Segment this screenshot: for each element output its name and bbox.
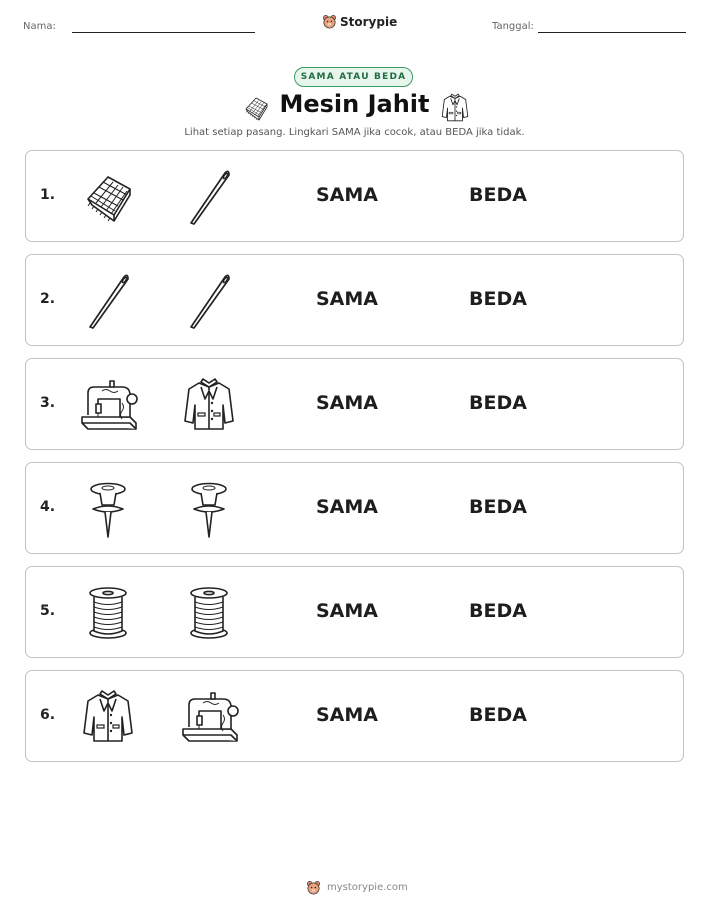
different-option[interactable]: BEDA [469, 392, 527, 414]
different-option[interactable]: BEDA [469, 496, 527, 518]
different-option[interactable]: BEDA [469, 600, 527, 622]
worksheet-type-badge: SAMA ATAU BEDA [294, 67, 413, 87]
brand-name: Storypie [340, 14, 398, 29]
footer [306, 880, 408, 895]
pushpin-icon [78, 479, 138, 539]
bear-icon [306, 880, 321, 895]
question-row [25, 358, 684, 450]
date-line[interactable] [538, 32, 686, 33]
page-title: Mesin Jahit [279, 90, 430, 118]
question-number: 1. [40, 187, 56, 203]
same-option[interactable]: SAMA [316, 600, 379, 622]
same-option[interactable]: SAMA [316, 184, 379, 206]
date-label: Tanggal: [492, 21, 534, 32]
question-number: 3. [40, 395, 56, 411]
different-option[interactable]: BEDA [469, 704, 527, 726]
thread-spool-icon [179, 583, 239, 643]
different-option[interactable]: BEDA [469, 184, 527, 206]
same-option[interactable]: SAMA [316, 392, 379, 414]
question-row [25, 670, 684, 762]
same-option[interactable]: SAMA [316, 704, 379, 726]
needle-icon [179, 271, 239, 331]
question-number: 2. [40, 291, 56, 307]
question-row [25, 254, 684, 346]
same-option[interactable]: SAMA [316, 496, 379, 518]
bear-icon [322, 14, 337, 29]
question-row [25, 566, 684, 658]
brand-logo [322, 14, 397, 29]
fabric-icon [78, 167, 138, 227]
name-label: Nama: [23, 21, 56, 32]
question-number: 6. [40, 707, 56, 723]
question-row [25, 150, 684, 242]
name-line[interactable] [72, 32, 255, 33]
sewing-machine-icon [179, 687, 239, 747]
jacket-icon [439, 92, 471, 124]
different-option[interactable]: BEDA [469, 288, 527, 310]
pushpin-icon [179, 479, 239, 539]
same-option[interactable]: SAMA [316, 288, 379, 310]
sewing-machine-icon [78, 375, 138, 435]
needle-icon [78, 271, 138, 331]
instructions: Lihat setiap pasang. Lingkari SAMA jika cocok, atau BEDA jika tidak. [184, 127, 525, 138]
question-number: 4. [40, 499, 56, 515]
question-row [25, 462, 684, 554]
needle-icon [179, 167, 239, 227]
footer-url: mystorypie.com [327, 882, 408, 893]
question-number: 5. [40, 603, 56, 619]
thread-spool-icon [78, 583, 138, 643]
jacket-icon [179, 375, 239, 435]
jacket-icon [78, 687, 138, 747]
